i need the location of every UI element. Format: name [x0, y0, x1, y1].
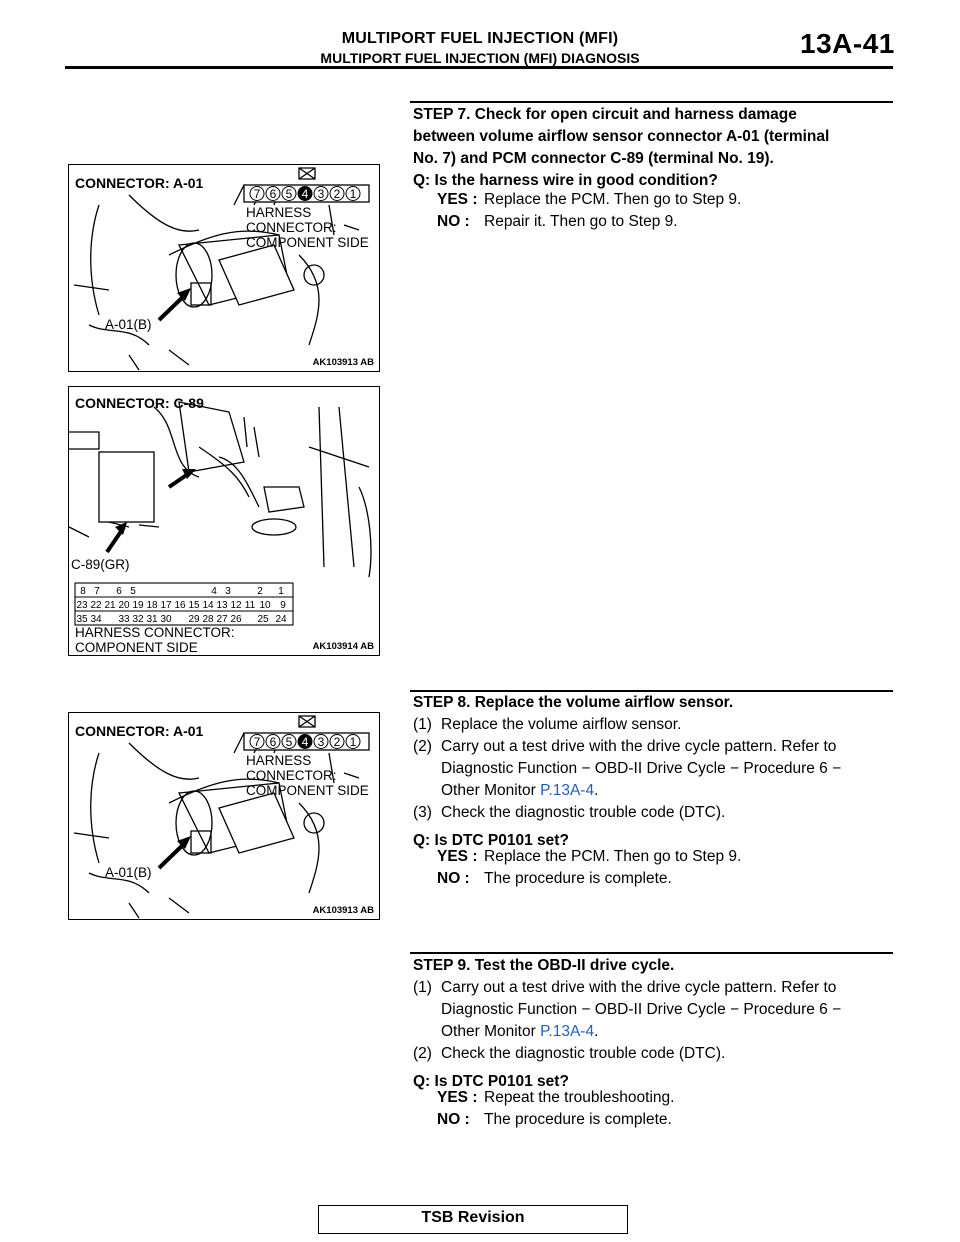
step7-no: NO : Repair it. Then go to Step 9.	[437, 213, 678, 230]
pin-6	[266, 735, 280, 750]
step8-item-3: (3) Check the diagnostic trouble code (DTC).	[413, 804, 726, 821]
step9-body	[413, 955, 893, 1093]
pin-3	[314, 735, 328, 750]
pin-1	[346, 187, 360, 202]
connector-label: CONNECTOR: A-01	[75, 723, 204, 739]
figure-code: AK103913 AB	[312, 905, 374, 916]
svg-text:10: 10	[259, 600, 271, 611]
svg-text:27: 27	[216, 614, 228, 625]
figure-code: AK103913 AB	[312, 357, 374, 368]
step8-body	[413, 692, 893, 852]
svg-text:29: 29	[188, 614, 200, 625]
svg-text:30: 30	[160, 614, 172, 625]
svg-text:8: 8	[80, 586, 86, 597]
svg-text:17: 17	[160, 600, 172, 611]
step9-title: STEP 9. Test the OBD-II drive cycle.	[413, 957, 675, 974]
header-subtitle: MULTIPORT FUEL INJECTION (MFI) DIAGNOSIS	[320, 50, 640, 66]
pin-5	[282, 187, 296, 202]
svg-text:4: 4	[301, 187, 309, 201]
svg-text:14: 14	[202, 600, 214, 611]
c89-row2	[76, 600, 286, 611]
harness-label: HARNESS CONNECTOR: COMPONENT SIDE	[246, 205, 369, 250]
callout-label: A-01(B)	[105, 317, 152, 332]
page-number: 13A-41	[800, 28, 895, 59]
step9-no: NO : The procedure is complete.	[437, 1111, 672, 1128]
pin-4	[298, 187, 312, 202]
svg-text:25: 25	[257, 614, 269, 625]
svg-text:33: 33	[118, 614, 130, 625]
svg-text:2: 2	[257, 586, 263, 597]
harness-label: HARNESS CONNECTOR: COMPONENT SIDE	[246, 753, 369, 798]
connector-a01-illustration	[69, 713, 379, 919]
step9-question: Q: Is DTC P0101 set?	[413, 1073, 569, 1090]
svg-text:5: 5	[285, 187, 293, 201]
header-title: MULTIPORT FUEL INJECTION (MFI)	[341, 30, 619, 47]
svg-text:3: 3	[225, 586, 231, 597]
pin-2	[330, 187, 344, 202]
svg-text:3: 3	[317, 735, 325, 749]
svg-text:7: 7	[253, 735, 261, 749]
svg-text:18: 18	[146, 600, 158, 611]
svg-text:3: 3	[317, 187, 325, 201]
step9-item-2: (2) Check the diagnostic trouble code (DTC).	[413, 1045, 726, 1062]
figure-connector-c89	[68, 386, 380, 656]
pin-6	[266, 187, 280, 202]
pin-5	[282, 735, 296, 750]
svg-text:2: 2	[333, 735, 341, 749]
svg-text:12: 12	[230, 600, 242, 611]
step7-question: Q: Is the harness wire in good condition?	[413, 172, 718, 189]
svg-text:4: 4	[211, 586, 217, 597]
step7-yes: YES : Replace the PCM. Then go to Step 9.	[437, 191, 742, 208]
svg-text:1: 1	[349, 187, 357, 201]
svg-text:26: 26	[230, 614, 242, 625]
harness-label: HARNESS CONNECTOR: COMPONENT SIDE	[75, 625, 235, 655]
svg-text:6: 6	[269, 187, 277, 201]
svg-text:4: 4	[301, 735, 309, 749]
link-p13a-4[interactable]: P.13A-4	[540, 782, 595, 799]
svg-text:22: 22	[90, 600, 102, 611]
step9-rule	[410, 952, 893, 954]
step9-yes: YES : Repeat the troubleshooting.	[437, 1089, 675, 1106]
callout-label: A-01(B)	[105, 865, 152, 880]
svg-text:15: 15	[188, 600, 200, 611]
svg-text:34: 34	[90, 614, 102, 625]
svg-text:31: 31	[146, 614, 158, 625]
svg-text:5: 5	[285, 735, 293, 749]
svg-text:20: 20	[118, 600, 130, 611]
figure-code: AK103914 AB	[312, 641, 374, 652]
step7-rule	[410, 101, 893, 103]
connector-label: CONNECTOR: C-89	[75, 395, 204, 411]
pin-7	[250, 735, 264, 750]
svg-text:7: 7	[253, 187, 261, 201]
svg-text:2: 2	[333, 187, 341, 201]
pin-1	[346, 735, 360, 750]
svg-text:6: 6	[116, 586, 122, 597]
svg-text:23: 23	[76, 600, 88, 611]
svg-text:21: 21	[104, 600, 116, 611]
step8-yes: YES : Replace the PCM. Then go to Step 9.	[437, 848, 742, 865]
connector-label: CONNECTOR: A-01	[75, 175, 204, 191]
step7-title: STEP 7. Check for open circuit and harness damage between volume airflow sensor connector A-01 (terminal No. 7) and PCM connector C-89 (terminal No. 19). Q: Is the harness wire in good condition?	[413, 104, 893, 192]
svg-text:11: 11	[244, 600, 256, 611]
step8-item-2: (2) Carry out a test drive with the drive cycle pattern. Refer to Diagnostic Function − OBD-II Drive Cycle − Procedure 6 − Other Monitor P.13A-4.	[413, 738, 842, 799]
pin-3	[314, 187, 328, 202]
header-rule	[65, 66, 893, 69]
connector-c89-illustration	[69, 387, 379, 655]
svg-text:7: 7	[94, 586, 100, 597]
figure-connector-a01-step8	[68, 712, 380, 920]
svg-text:6: 6	[269, 735, 277, 749]
link-p13a-4[interactable]: P.13A-4	[540, 1023, 595, 1040]
pin-4	[298, 735, 312, 750]
svg-text:16: 16	[174, 600, 186, 611]
svg-text:28: 28	[202, 614, 214, 625]
svg-text:5: 5	[130, 586, 136, 597]
svg-text:32: 32	[132, 614, 144, 625]
pin-2	[330, 735, 344, 750]
step8-no: NO : The procedure is complete.	[437, 870, 672, 887]
figure-connector-a01	[68, 164, 380, 372]
callout-label: C-89(GR)	[71, 557, 130, 572]
svg-text:24: 24	[275, 614, 287, 625]
step8-title: STEP 8. Replace the volume airflow sensor.	[413, 694, 734, 711]
connector-a01-illustration	[69, 165, 379, 371]
svg-text:19: 19	[132, 600, 144, 611]
step8-question: Q: Is DTC P0101 set?	[413, 832, 569, 849]
pin-7	[250, 187, 264, 202]
svg-text:9: 9	[280, 600, 286, 611]
svg-text:1: 1	[278, 586, 284, 597]
svg-text:1: 1	[349, 735, 357, 749]
step8-item-1: (1) Replace the volume airflow sensor.	[413, 716, 682, 733]
step9-item-1: (1) Carry out a test drive with the drive cycle pattern. Refer to Diagnostic Function − OBD-II Drive Cycle − Procedure 6 − Other Monitor P.13A-4.	[413, 979, 842, 1040]
svg-text:13: 13	[216, 600, 228, 611]
footer-text: TSB Revision	[421, 1209, 525, 1226]
svg-text:35: 35	[76, 614, 88, 625]
